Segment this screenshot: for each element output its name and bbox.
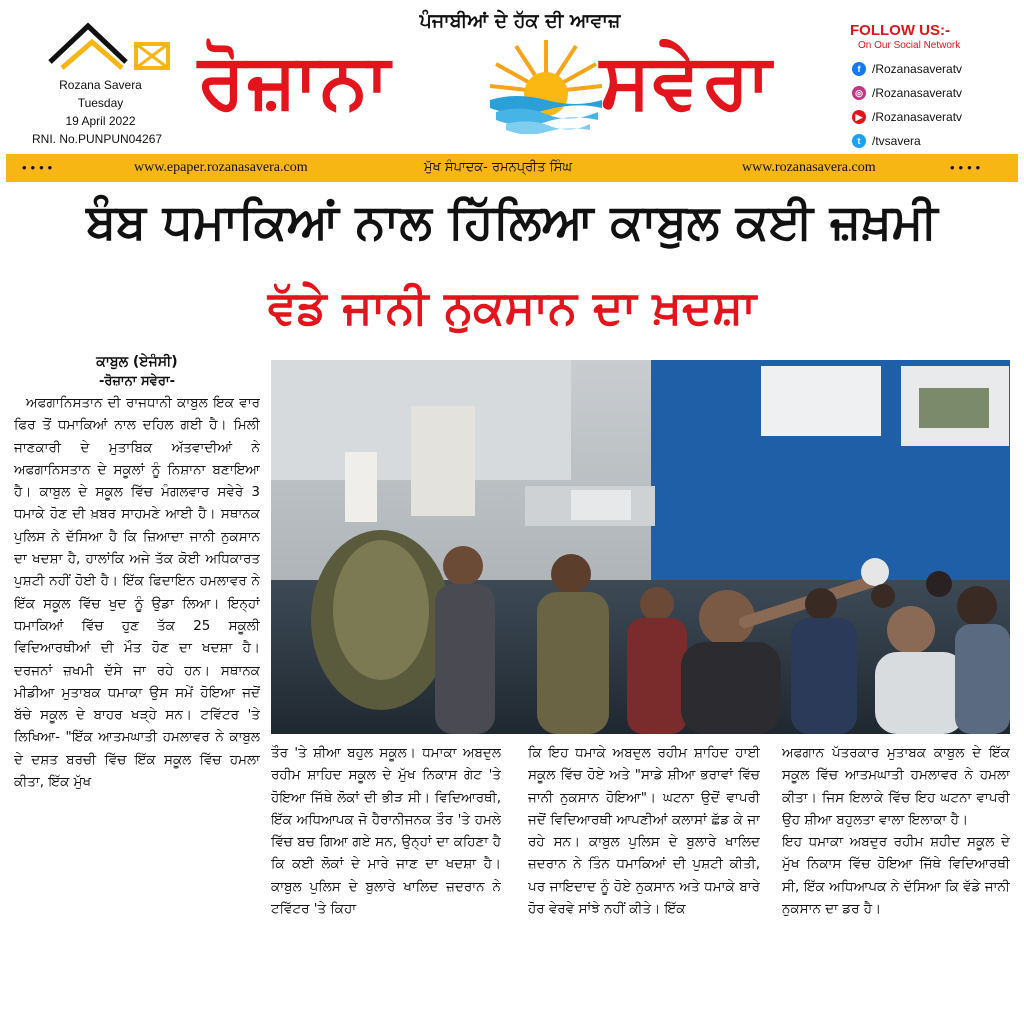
social-youtube[interactable] [852, 110, 1022, 124]
follow-subheading: On Our Social Network [858, 40, 961, 51]
chief-editor: ਮੁੱਖ ਸੰਪਾਦਕ- ਰਮਨਪ੍ਰੀਤ ਸਿੰਘ [424, 160, 573, 175]
epaper-url[interactable]: www.epaper.rozanasavera.com [134, 160, 308, 175]
brand-name: Rozana Savera [59, 78, 142, 92]
masthead-title-part1: ਰੋਜ਼ਾਨਾ [198, 36, 392, 125]
social-handle: /Rozanasaveratv [872, 62, 963, 76]
news-photo [271, 360, 1010, 734]
follow-us [850, 22, 1020, 51]
social-twitter[interactable] [852, 134, 1022, 148]
edition-info [18, 76, 183, 148]
info-strip [6, 154, 1018, 182]
byline: -ਰੋਜ਼ਾਨਾ ਸਵੇਰਾ- [99, 374, 175, 389]
masthead-tagline: ਪੰਜਾਬੀਆਂ ਦੇ ਹੱਕ ਦੀ ਆਵਾਜ਼ [419, 10, 621, 32]
article-headline: ਬੰਬ ਧਮਾਕਿਆਂ ਨਾਲ ਹਿੱਲਿਆ ਕਾਬੁਲ ਕਈ ਜ਼ਖ਼ਮੀ [86, 194, 938, 250]
youtube-icon: ▶ [852, 110, 866, 124]
article-subheadline: ਵੱਡੇ ਜਾਨੀ ਨੁਕਸਾਨ ਦਾ ਖ਼ਦਸ਼ਾ [267, 280, 757, 334]
article-text: ਇਹ ਧਮਾਕਾ ਅਬਦੁਰ ਰਹੀਮ ਸ਼ਹੀਦ ਸਕੂਲ ਦੇ ਮੁੱਖ ਨਿਕਾਸ ਵਿੱਚ ਹੋਇਆ ਜਿੱਥੇ ਵਿਦਿਆਰਥੀ ਸੀ, ਇੱਕ ਅਧਿਆਪਕ ਨੇ ਦੱਸਿਆ ਕਿ ਵੱਡੇ ਜਾਨੀ ਨੁਕਸਾਨ ਦਾ ਡਰ ਹੈ। [782, 834, 1010, 918]
edition-date: 19 April 2022 [65, 114, 136, 128]
social-handle: /Rozanasaveratv [872, 86, 963, 100]
article-text: ਕਿ ਇਹ ਧਮਾਕੇ ਅਬਦੁਲ ਰਹੀਮ ਸ਼ਾਹਿਦ ਹਾਈ ਸਕੂਲ ਵਿੱਚ ਹੋਏ ਅਤੇ "ਸਾਡੇ ਸ਼ੀਆ ਭਰਾਵਾਂ ਵਿੱਚ ਜਾਨੀ ਨੁਕਸਾਨ ਹੋਇਆ"। ਘਟਨਾ ਉਦੋਂ ਵਾਪਰੀ ਜਦੋਂ ਵਿਦਿਆਰਥੀ ਆਪਣੀਆਂ ਕਲਾਸਾਂ ਛੱਡ ਕੇ ਜਾ ਰਹੇ ਸਨ। ਕਾਬੁਲ ਪੁਲਿਸ ਦੇ ਬੁਲਾਰੇ ਖਾਲਿਦ ਜ਼ਦਰਾਨ ਨੇ ਤਿੰਨ ਧਮਾਕਿਆਂ ਦੀ ਪੁਸ਼ਟੀ ਕੀਤੀ, ਪਰ ਜਾਇਦਾਦ ਨੂੰ ਹੋਏ ਨੁਕਸਾਨ ਅਤੇ ਧਮਾਕੇ ਬਾਰੇ ਹੋਰ ਵੇਰਵੇ ਸਾਂਝੇ ਨਹੀਂ ਕੀਤੇ। ਇੱਕ [528, 745, 760, 918]
sunrise-logo-icon [486, 34, 606, 134]
edition-day: Tuesday [77, 96, 124, 110]
article-column-3 [528, 742, 760, 1012]
strip-dots-right: •••• [950, 160, 985, 175]
social-facebook[interactable] [852, 62, 1022, 76]
social-handle: /tvsavera [872, 134, 921, 148]
article-text: ਅਫਗਾਨ ਪੱਤਰਕਾਰ ਮੁਤਾਬਕ ਕਾਬੁਲ ਦੇ ਇੱਕ ਸਕੂਲ ਵਿੱਚ ਆਤਮਘਾਤੀ ਹਮਲਾਵਰ ਨੇ ਹਮਲਾ ਕੀਤਾ। ਜਿਸ ਇਲਾਕੇ ਵਿੱਚ ਇਹ ਘਟਨਾ ਵਾਪਰੀ ਉਹ ਸ਼ੀਆ ਬਹੁਲਤਾ ਵਾਲਾ ਇਲਾਕਾ ਹੈ। [782, 745, 1010, 828]
facebook-icon: f [852, 62, 866, 76]
dateline: ਕਾਬੁਲ (ਏਜੰਸੀ) [96, 354, 178, 370]
social-handle: /Rozanasaveratv [872, 110, 963, 124]
house-logo-icon [40, 14, 190, 84]
article-column-2 [271, 742, 501, 1012]
rni-number: RNI. No.PUNPUN04267 [32, 132, 163, 146]
social-instagram[interactable] [852, 86, 1022, 100]
article-text: ਤੌਰ 'ਤੇ ਸ਼ੀਆ ਬਹੁਲ ਸਕੂਲ। ਧਮਾਕਾ ਅਬਦੁਲ ਰਹੀਮ ਸ਼ਾਹਿਦ ਸਕੂਲ ਦੇ ਮੁੱਖ ਨਿਕਾਸ ਗੇਟ 'ਤੇ ਹੋਇਆ ਜਿੱਥੇ ਲੋਕਾਂ ਦੀ ਭੀੜ ਸੀ। ਵਿਦਿਆਰਥੀ, ਇੱਕ ਅਧਿਆਪਕ ਜੋ ਹੈਰਾਨੀਜਨਕ ਤੌਰ 'ਤੇ ਹਮਲੇ ਵਿੱਚ ਬਚ ਗਿਆ ਗਏ ਸਨ, ਉਨ੍ਹਾਂ ਦਾ ਕਹਿਣਾ ਹੈ ਕਿ ਕਈ ਲੋਕਾਂ ਦੇ ਮਾਰੇ ਜਾਣ ਦਾ ਖਦਸ਼ਾ ਹੈ। ਕਾਬੁਲ ਪੁਲਿਸ ਦੇ ਬੁਲਾਰੇ ਖਾਲਿਦ ਜ਼ਦਰਾਨ ਨੇ ਟਵਿੱਟਰ 'ਤੇ ਕਿਹਾ [271, 745, 501, 918]
article-column-1 [14, 352, 260, 1012]
article-column-4 [782, 742, 1010, 1012]
strip-dots-left: •••• [22, 160, 57, 175]
follow-heading: FOLLOW US:- [850, 22, 950, 39]
instagram-icon: ◎ [852, 86, 866, 100]
article-text: ਅਫਗਾਨਿਸਤਾਨ ਦੀ ਰਾਜਧਾਨੀ ਕਾਬੁਲ ਇਕ ਵਾਰ ਫਿਰ ਤੋਂ ਧਮਾਕਿਆਂ ਨਾਲ ਦਹਿਲ ਗਈ ਹੈ। ਮਿਲੀ ਜਾਣਕਾਰੀ ਦੇ ਮੁਤਾਬਿਕ ਅੱਤਵਾਦੀਆਂ ਨੇ ਅਫਗਾਨਿਸਤਾਨ ਦੇ ਸਕੂਲਾਂ ਨੂੰ ਨਿਸ਼ਾਨਾ ਬਣਾਇਆ ਹੈ। ਕਾਬੁਲ ਦੇ ਸਕੂਲ ਵਿੱਚ ਮੰਗਲਵਾਰ ਸਵੇਰੇ 3 ਧਮਾਕੇ ਹੋਣ ਦੀ ਖ਼ਬਰ ਸਾਹਮਣੇ ਆਈ ਹੈ। ਸਥਾਨਕ ਪੁਲਿਸ ਨੇ ਦੱਸਿਆ ਹੈ ਕਿ ਜ਼ਿਆਦਾ ਜਾਨੀ ਨੁਕਸਾਨ ਦਾ ਖਦਸ਼ਾ ਹੈ, ਹਾਲਾਂਕਿ ਅਜੇ ਤੱਕ ਕੋਈ ਅਧਿਕਾਰਤ ਪੁਸ਼ਟੀ ਨਹੀਂ ਹੋਈ ਹੈ। ਇੱਕ ਫਿਦਾਇਨ ਹਮਲਾਵਰ ਨੇ ਇੱਕ ਸਕੂਲ ਵਿੱਚ ਖੁਦ ਨੂੰ ਉਡਾ ਲਿਆ। ਇਨ੍ਹਾਂ ਧਮਾਕਿਆਂ ਵਿੱਚ ਹੁਣ ਤੱਕ 25 ਸਕੂਲੀ ਵਿਦਿਆਰਥੀਆਂ ਦੀ ਮੌਤ ਹੋਣ ਦਾ ਖਦਸ਼ਾ ਹੈ। ਦਰਜਨਾਂ ਜ਼ਖਮੀ ਦੱਸੇ ਜਾ ਰਹੇ ਹਨ। ਸਥਾਨਕ ਮੀਡੀਆ ਮੁਤਾਬਕ ਧਮਾਕਾ ਉਸ ਸਮੇਂ ਹੋਇਆ ਜਦੋਂ ਬੱਚੇ ਸਕੂਲ ਦੇ ਬਾਹਰ ਖੜ੍ਹੇ ਸਨ। ਟਵਿੱਟਰ 'ਤੇ ਲਿਖਿਆ- "ਇੱਕ ਆਤਮਘਾਤੀ ਹਮਲਾਵਰ ਨੇ ਕਾਬੁਲ ਦੇ ਦਸ਼ਤ ਬਰਚੀ ਵਿੱਚ ਇੱਕ ਸਕੂਲ ਵਿੱਚ ਹਮਲਾ ਕੀਤਾ, ਇੱਕ ਮੁੱਖ [14, 395, 260, 791]
site-url[interactable]: www.rozanasavera.com [742, 160, 876, 175]
masthead-title-part2: ਸਵੇਰਾ [600, 36, 774, 125]
twitter-icon: t [852, 134, 866, 148]
